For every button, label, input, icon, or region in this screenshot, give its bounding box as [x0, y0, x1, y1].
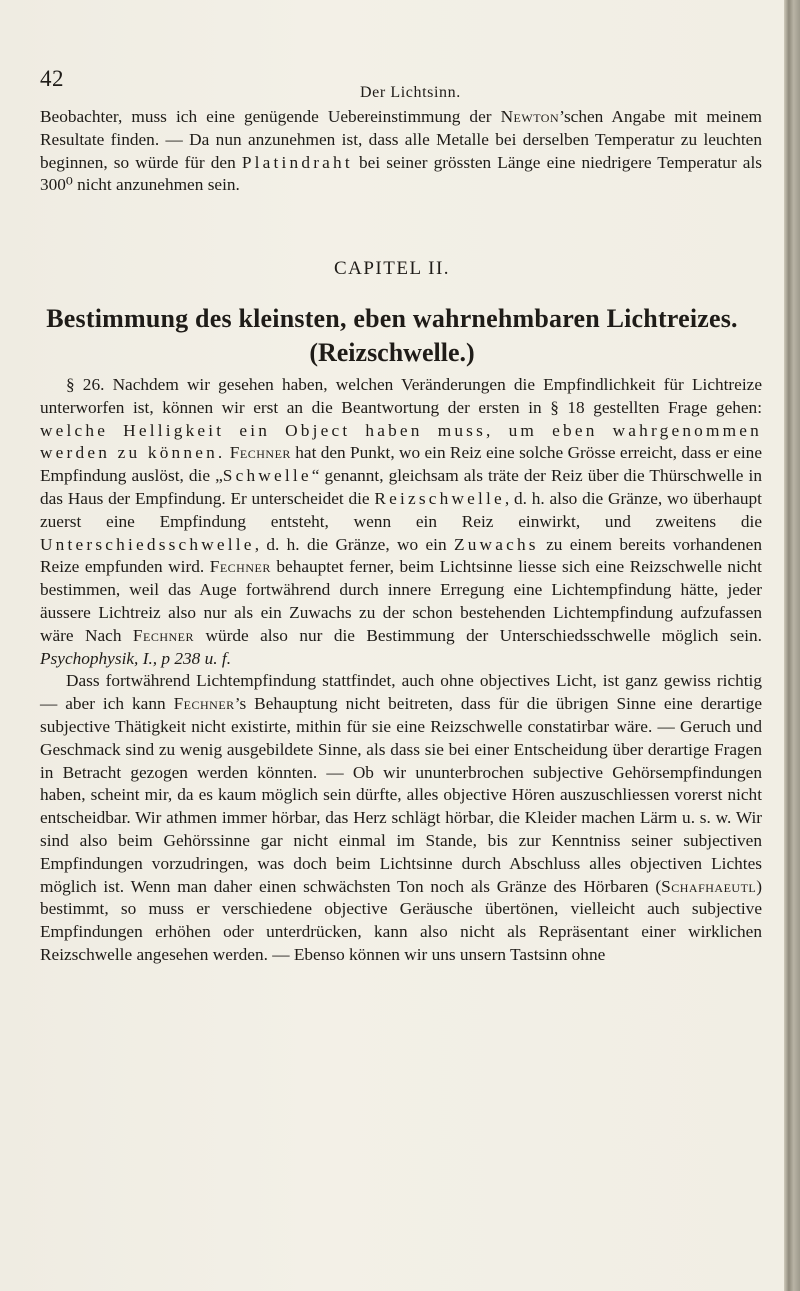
p2-text-a: Dass fortwährend Lichtempfindung stattfindet, auch ohne objectives Licht, ist ganz gewiss richtig — aber ich kann — [40, 671, 762, 714]
running-head: Der Lichtsinn. — [360, 84, 461, 101]
section-26-paragraph — [40, 374, 762, 670]
intro-text-1: Beobachter, muss ich eine genügende Uebereinstimmung der — [40, 107, 501, 126]
p2-text-c: ’s Behauptung nicht beitreten, dass für die übrigen Sinne eine derartige subjective Thätigkeit nicht existirte, mithin für sie eine Reizschwelle constatirbar wäre. — Geruch und Geschmack sind zu wenig ausgebildete Sinne, als dass sie bei einer Entscheidung über derartige Fragen in Betracht gezogen werden könnten. — Ob wir ununterbrochen subjective Gehörsempfindungen haben, scheint mir, da es kaum möglich sein dürfte, alles objective Hören auszuschliessen vorerst nicht entscheidbar. Wir athmen immer hörbar, das Herz schlägt hörbar, die Kleider machen Lärm u. s. w. Wir sind also beim Gehörssinne gar nicht einmal im Stande, bis zur Kenntniss seiner subjectiven Empfindungen vorzudringen, was doch beim Lichtsinne durch Abschluss alles objectiven Lichtes möglich ist. Wenn man daher einen schwächsten Ton noch als Gränze des Hörbaren ( — [40, 694, 762, 896]
s26-text-p: würde also nur die Bestimmung der Unterschiedsschwelle möglich sein. — [194, 625, 762, 645]
body-text — [40, 374, 762, 967]
author-name-newton: Newton — [500, 107, 560, 126]
author-name-fechner: Fechner — [132, 625, 195, 645]
spaced-term-platindraht: Platindraht — [241, 152, 353, 172]
chapter-label: CAPITEL II. — [333, 258, 451, 279]
term-zuwachs: Zuwachs — [453, 534, 539, 554]
s26-text-f: “ genannt, gleichsam als träte der Reiz über die Thürschwelle in das Haus der Empfindung. Er unterscheidet die — [40, 466, 763, 508]
term-schwelle: Schwelle — [222, 466, 312, 486]
paragraph-2 — [40, 670, 762, 966]
s26-text-h: , d. h. also die Gränze, wo überhaupt zuerst eine Empfindung entsteht, wenn ein Reiz einwirkt, und zweitens die — [40, 488, 762, 531]
term-unterschiedsschwelle: Unterschiedsschwelle — [40, 534, 255, 554]
author-name-fechner: Fechner — [173, 694, 235, 714]
s26-text-a: § 26. Nachdem wir gesehen haben, welchen Veränderungen die Empfindlichkeit für Lichtreize unterworfen ist, können wir erst an die Beantwortung der ersten in § 18 gestellten Frage gehen: — [40, 375, 762, 417]
citation-psychophysik: Psychophysik, I., p 238 u. f. — [40, 648, 232, 668]
term-reizschwelle: Reizschwelle — [374, 488, 505, 508]
chapter-subtitle: (Reizschwelle.) — [309, 338, 475, 367]
s26-text-n: behauptet ferner, beim Lichtsinne liesse sich eine Reizschwelle nicht bestimmen, weil das Auge fortwährend durch innere Erregung eine Lichtempfindung hätte, jeder äussere Lichtreiz also nur als ein Zuwachs zu der schon bestehenden Lichtempfindung aufzufassen wäre Nach — [40, 557, 762, 645]
intro-text-2: ’schen Angabe mit meinem Resultate finden. — Da nun anzunehmen ist, dass alle Metalle bei derselben Temperatur zu leuchten beginnen, so würde für den — [40, 107, 762, 172]
intro-paragraph — [40, 106, 762, 197]
page-number: 42 — [40, 66, 64, 91]
intro-text-3: bei seiner grössten Länge eine niedrigere Temperatur als 300⁰ nicht anzunehmen sein. — [40, 152, 763, 195]
p2-text-e: ) bestimmt, so muss er verschiedene objective Geräusche übertönen, vielleicht auch subjective Empfindungen erhöhen oder unterdrücken, kann also nicht als Repräsentant einer wirklichen Reizschwelle angesehen werden. — Ebenso können wir uns unsern Tastsinn ohne — [40, 876, 762, 964]
s26-text-d: hat den Punkt, wo ein Reiz eine solche Grösse erreicht, dass er eine Empfindung auslöst, die „ — [40, 443, 762, 486]
author-name-schafhaeutl: Schafhaeutl — [661, 876, 757, 896]
s26-question-spaced: welche Helligkeit ein Object haben muss, um eben wahrgenommen werden zu können. — [40, 420, 762, 463]
page-edge-shadow — [784, 0, 800, 1291]
s26-text-l: zu einem bereits vorhandenen Reize empfunden wird. — [40, 534, 762, 577]
chapter-title: Bestimmung des kleinsten, eben wahrnehmbaren Lichtreizes. — [46, 304, 738, 333]
author-name-fechner: Fechner — [229, 443, 291, 463]
s26-text-j: , d. h. die Gränze, wo ein — [254, 534, 454, 554]
author-name-fechner: Fechner — [209, 557, 271, 577]
